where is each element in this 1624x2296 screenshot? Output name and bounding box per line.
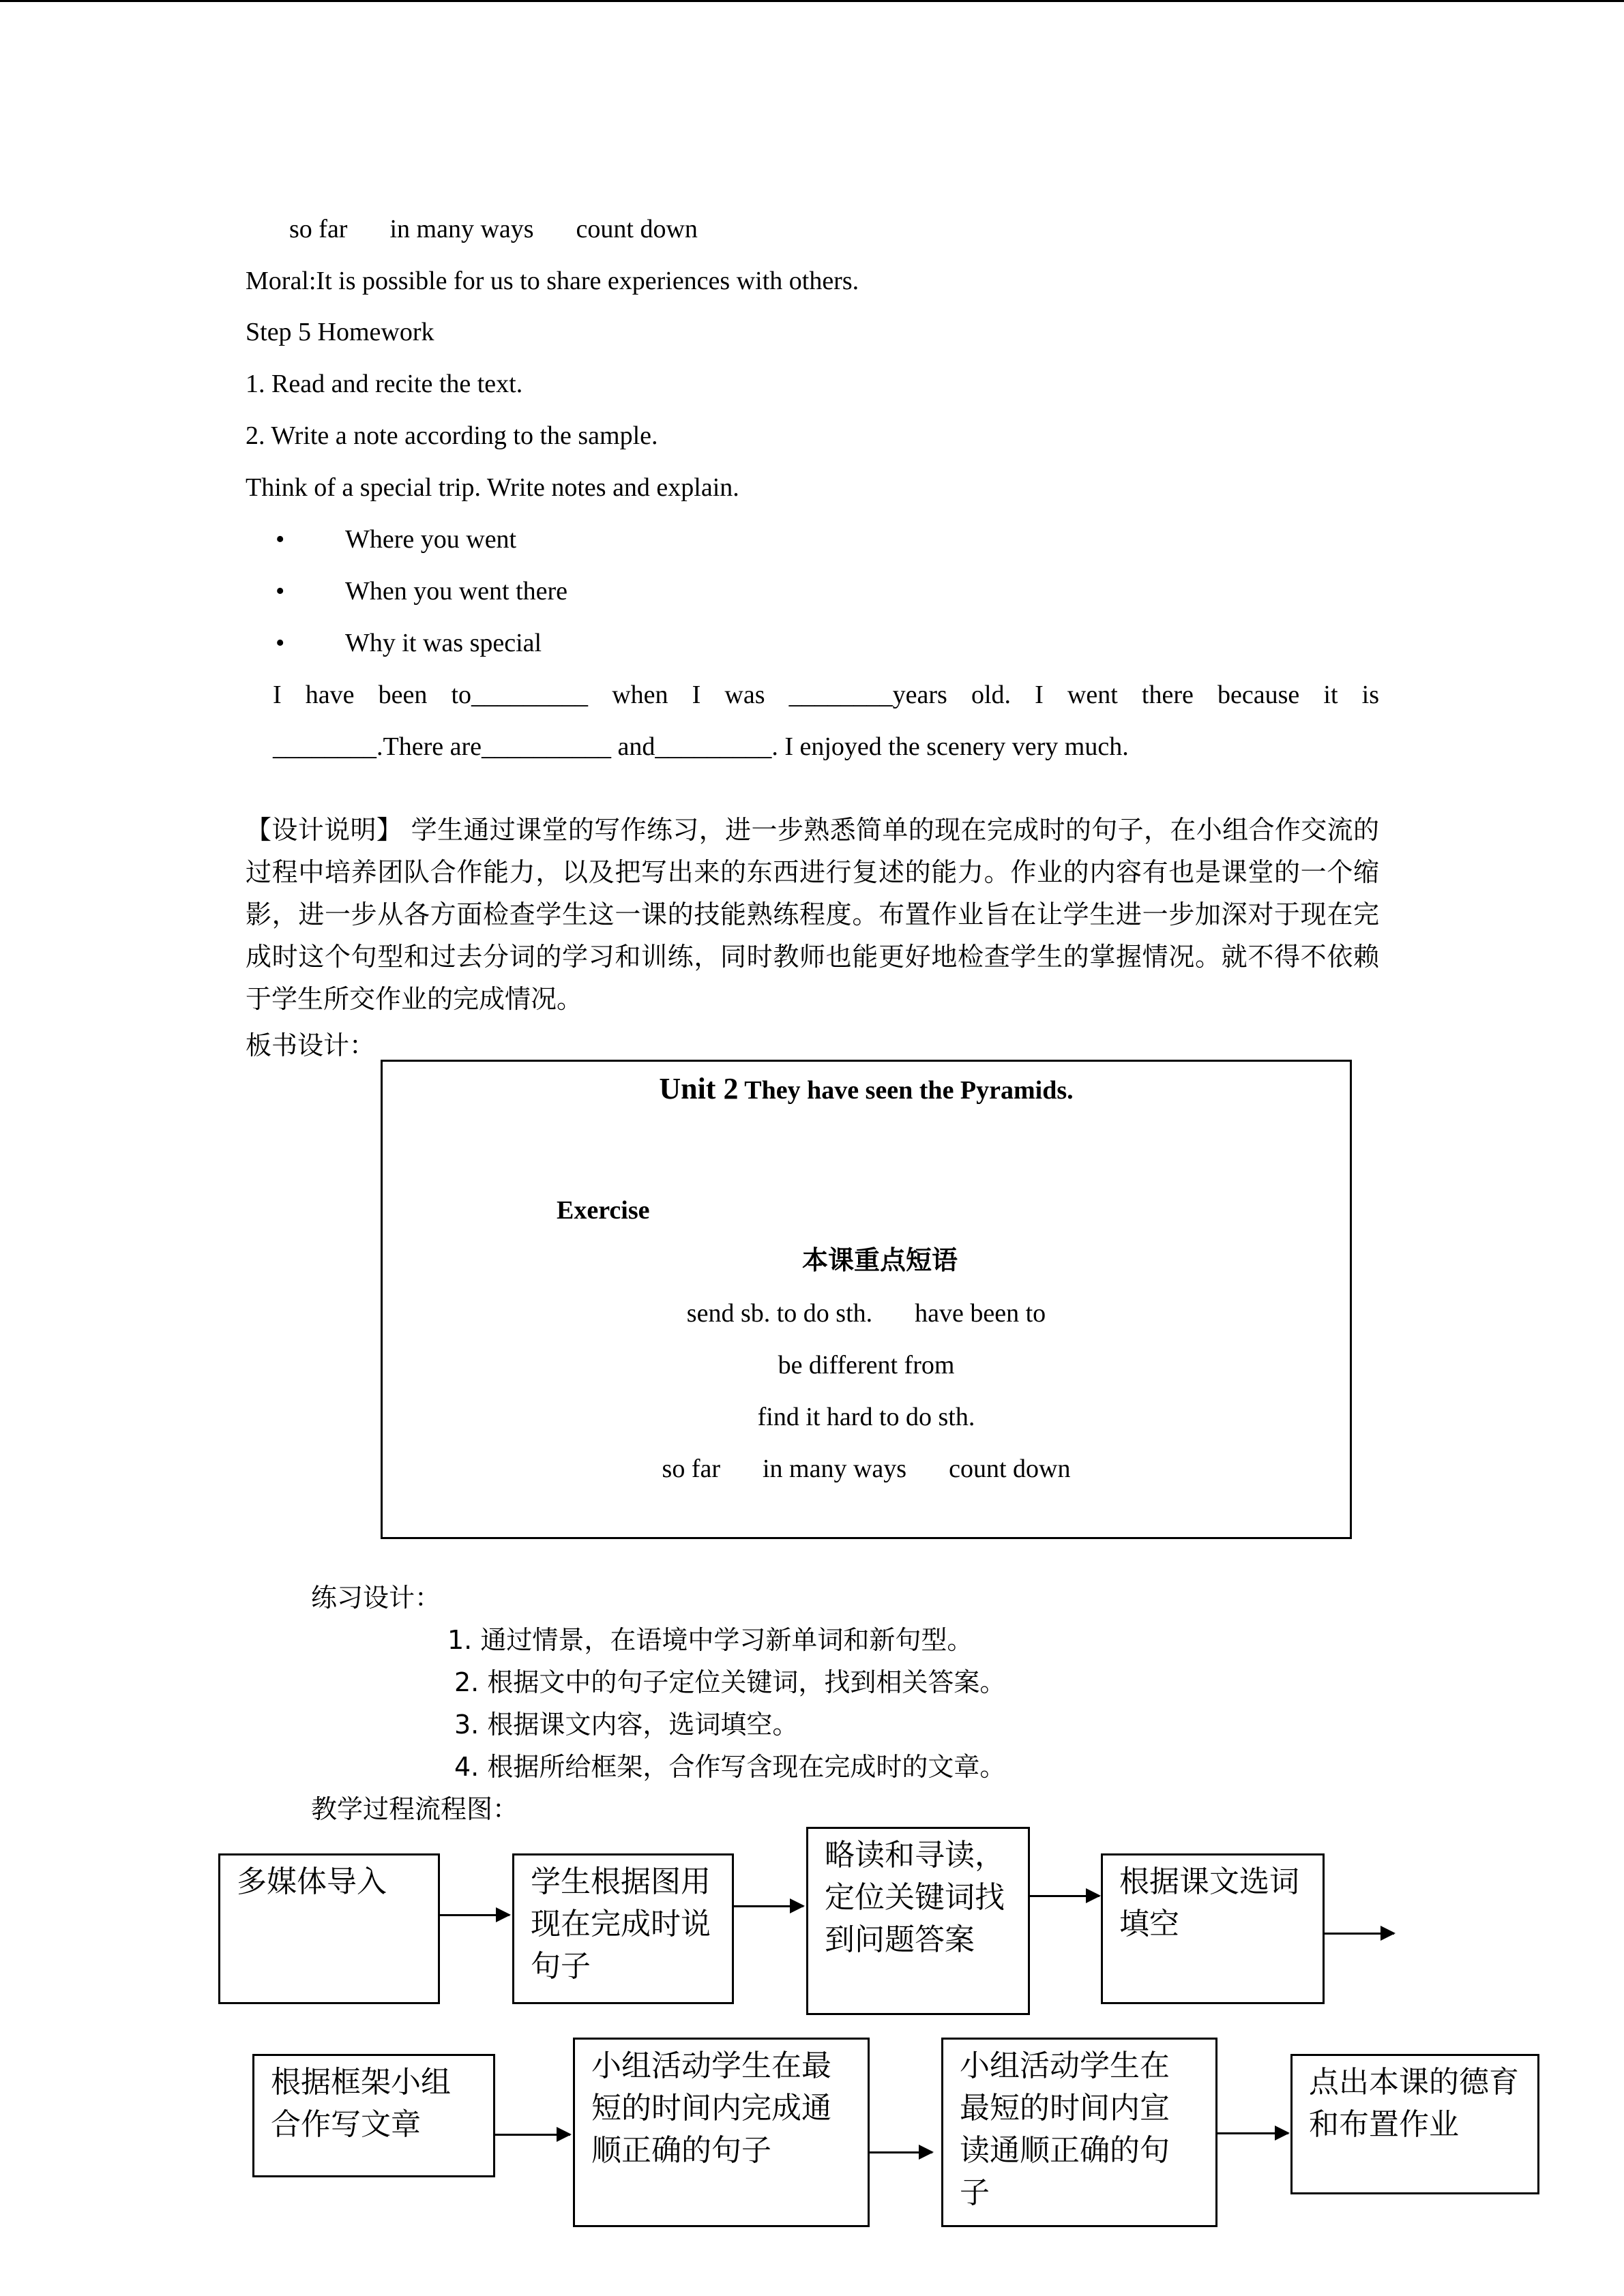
bullet-glyph: • — [276, 577, 285, 606]
moral-line: Moral:It is possible for us to share experiences with others. — [246, 267, 859, 295]
flow-box-multimedia-intro: 多媒体导入 — [218, 1853, 440, 2004]
word: because — [1217, 681, 1300, 709]
board-phrase: have been to — [915, 1299, 1046, 1328]
board-line-1 — [383, 1298, 1350, 1329]
page-top-border — [0, 0, 1624, 2]
flow-box-group-write: 根据框架小组合作写文章 — [252, 2054, 495, 2177]
board-phrase: send sb. to do sth. — [686, 1299, 873, 1328]
practice-item-1: 1. 通过情景，在语境中学习新单词和新句型。 — [447, 1625, 973, 1655]
word: been — [378, 681, 428, 709]
bullet-glyph: • — [276, 629, 285, 657]
design-note-paragraph: 【设计说明】 学生通过课堂的写作练习，进一步熟悉简单的现在完成时的句子，在小组合作交流的过程中培养团队合作能力，以及把写出来的东西进行复述的能力。作业的内容有也是课堂的一个缩影，进一步从各方面检查学生这一课的技能熟练程度。布置作业旨在让学生进一步加深对于现在完成时这个句型和过去分词的学习和训练，同时教师也能更好地检查学生的掌握情况。就不得不依赖于学生所交作业的完成情况。 — [246, 815, 1379, 1014]
fill-in-line-1 — [273, 679, 1379, 711]
word: I — [692, 681, 701, 709]
word: when — [612, 681, 668, 709]
flow-box-fill-blanks: 根据课文选词填空 — [1101, 1853, 1325, 2004]
flow-box-group-read-aloud: 小组活动学生在最短的时间内宣读通顺正确的句子 — [941, 2038, 1217, 2227]
board-phrase: count down — [949, 1455, 1071, 1483]
flow-box-group-complete: 小组活动学生在最短的时间内完成通顺正确的句子 — [573, 2038, 870, 2227]
board-line-3: find it hard to do sth. — [757, 1403, 975, 1431]
word: went — [1067, 681, 1118, 709]
flow-arrow — [1030, 1895, 1099, 1897]
homework-item-1: 1. Read and recite the text. — [246, 370, 523, 398]
flow-box-skim-scan: 略读和寻读，定位关键词找到问题答案 — [806, 1827, 1030, 2015]
board-unit: Unit 2 — [659, 1072, 739, 1105]
flow-arrow — [440, 1914, 510, 1916]
practice-item-4: 4. 根据所给框架，合作写含现在完成时的文章。 — [454, 1752, 1006, 1782]
flow-arrow — [1217, 2132, 1288, 2134]
board-exercise: Exercise — [557, 1196, 650, 1225]
board-phrase: so far — [662, 1455, 720, 1483]
board-design-label: 板书设计： — [246, 1030, 376, 1060]
flow-heading: 教学过程流程图： — [311, 1794, 519, 1824]
word: I — [273, 681, 282, 709]
practice-item-2: 2. 根据文中的句子定位关键词，找到相关答案。 — [454, 1667, 1006, 1697]
board-line-2: be different from — [778, 1351, 955, 1380]
phrase-count-down: count down — [576, 215, 698, 243]
bullet-item-3: Why it was special — [345, 629, 542, 657]
phrase-in-many-ways: in many ways — [389, 215, 534, 243]
board-phrase: in many ways — [763, 1455, 907, 1483]
think-line: Think of a special trip. Write notes and explain. — [246, 473, 739, 502]
word: old. — [971, 681, 1012, 709]
homework-item-2: 2. Write a note according to the sample. — [246, 421, 658, 450]
flow-arrow — [1325, 1933, 1394, 1935]
practice-item-3: 3. 根据课文内容，选词填空。 — [454, 1710, 799, 1740]
word: was — [724, 681, 765, 709]
word: it — [1323, 681, 1338, 709]
board-title-text: They have seen the Pyramids. — [744, 1076, 1074, 1105]
flow-box-moral-homework: 点出本课的德育和布置作业 — [1290, 2054, 1539, 2194]
bullet-item-1: Where you went — [345, 525, 517, 554]
board-title — [383, 1073, 1350, 1106]
flow-arrow — [734, 1905, 803, 1907]
bullet-item-2: When you went there — [345, 577, 568, 606]
word: is — [1361, 681, 1379, 709]
flow-arrow — [870, 2151, 932, 2153]
phrases-line — [289, 213, 698, 245]
bullet-glyph: • — [276, 525, 285, 554]
word: to_________ — [451, 681, 589, 709]
word: have — [305, 681, 355, 709]
word: there — [1141, 681, 1194, 709]
flow-box-describe-pictures: 学生根据图用现在完成时说句子 — [512, 1853, 734, 2004]
board-line-4 — [383, 1453, 1350, 1485]
phrase-so-far: so far — [289, 215, 348, 243]
flow-arrow — [495, 2134, 570, 2136]
fill-in-line-2: ________.There are__________ and_________. I enjoyed the scenery very much. — [273, 732, 1129, 761]
board-key-phrases-heading: 本课重点短语 — [801, 1245, 958, 1275]
step5-heading: Step 5 Homework — [246, 318, 434, 346]
word: I — [1035, 681, 1044, 709]
blackboard-design-box — [381, 1060, 1352, 1539]
word: ________years — [788, 681, 947, 709]
practice-heading: 练习设计： — [311, 1583, 441, 1613]
